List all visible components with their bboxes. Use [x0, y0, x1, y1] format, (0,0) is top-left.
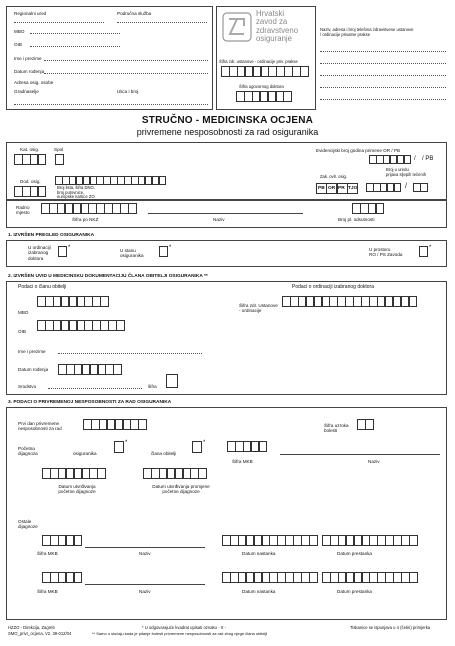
cause-code-label-line: Šifra uzroka	[324, 423, 349, 428]
end-date-label: Datum prestanka	[337, 551, 372, 556]
family-name-field[interactable]	[58, 353, 202, 354]
doctor-code-boxes[interactable]	[236, 91, 291, 102]
changed-diagnosis-date-boxes[interactable]	[143, 468, 206, 479]
option-institute-checkbox[interactable]	[419, 246, 428, 257]
doctor-code-label: Šifra ugovornog doktora	[239, 84, 284, 89]
onset-date-label: Datum nastanka	[242, 551, 276, 556]
workplace-label-line: Radno	[16, 205, 30, 210]
end-date-boxes[interactable]	[322, 535, 417, 546]
onset-date-boxes[interactable]	[222, 535, 317, 546]
cause-code-boxes[interactable]	[357, 419, 373, 430]
practice-line[interactable]	[320, 75, 446, 76]
footer-issuer	[8, 625, 71, 636]
other-diagnosis-name-label: Naziv	[139, 551, 151, 556]
section3-frame	[6, 407, 447, 620]
initial-diagnosis-name-line[interactable]	[280, 454, 440, 455]
initial-mkb-label: Šifra MKB	[232, 459, 253, 464]
practice-line[interactable]	[320, 63, 446, 64]
footer-note-2: ** Samo u slučaju kada je pitanje bolesti privremene nesposobnosti za rad zbog njege člana obitelji	[92, 631, 268, 636]
address-label: Adresa osig. osobe	[14, 80, 54, 85]
onset-date-label: Datum nastanka	[242, 589, 276, 594]
asterisk-mark: *	[68, 245, 71, 251]
insured-checkbox[interactable]	[114, 441, 124, 453]
other-mkb-label: Šifra MKB	[37, 551, 58, 556]
logo-text-line: zdravstveno	[256, 25, 299, 35]
street-label: Ulica i broj	[117, 89, 139, 94]
initial-mkb-boxes[interactable]	[227, 441, 267, 452]
insured-label: osiguranika	[73, 451, 97, 456]
mbo-label: MBO	[14, 29, 25, 34]
workplace-name-label: Naziv	[213, 217, 225, 222]
first-day-boxes[interactable]	[83, 419, 146, 430]
additional-insurance-label: Dod. osig.	[20, 179, 41, 184]
list-number-label	[57, 186, 95, 200]
option-doctor-office-label	[28, 245, 51, 261]
nkz-code-label: Šifra po NKZ	[72, 217, 99, 222]
relationship-label: Srodstvo	[18, 384, 37, 389]
option-label-line: doktora	[28, 255, 44, 261]
option-label-line: osiguranika	[120, 253, 144, 259]
institution-code-boxes[interactable]	[221, 66, 308, 77]
code-label-or: OR	[328, 186, 336, 191]
logo-text-line: zavod za	[256, 17, 288, 27]
initial-diagnosis-date-boxes[interactable]	[42, 468, 105, 479]
option-label-line: U prostoru	[369, 247, 391, 252]
asterisk-mark: *	[203, 440, 206, 446]
form-subtitle: privremene nesposobnosti za rad osiguranika	[136, 127, 319, 137]
option-home-checkbox[interactable]	[159, 246, 168, 257]
oib-label: OIB	[14, 42, 22, 47]
family-member-checkbox[interactable]	[192, 441, 202, 453]
insurance-category-label: Kat. osig.	[20, 147, 40, 152]
family-mbo-boxes[interactable]	[37, 296, 108, 307]
evidence-number-boxes[interactable]	[369, 155, 410, 164]
branch-label: Područna služba	[117, 11, 152, 16]
other-mkb-boxes[interactable]	[42, 572, 82, 583]
other-diagnosis-name-line[interactable]	[85, 584, 205, 585]
practice-line[interactable]	[320, 87, 446, 88]
regional-office-label: Regionalni ured	[14, 11, 47, 16]
code-label-tjo: TJO	[348, 186, 358, 191]
initial-diagnosis-date-label-line: početne dijagnoze	[58, 489, 96, 495]
address-field[interactable]	[14, 104, 208, 105]
initial-diagnosis-label-line: Početna	[18, 446, 35, 451]
asterisk-mark: *	[429, 245, 432, 251]
logo-text	[256, 10, 298, 44]
branch-line	[117, 22, 207, 23]
gender-box[interactable]	[55, 154, 63, 165]
evidence-number-label: Evidencijski broj godina primene OR / PB	[316, 148, 401, 153]
footer-issuer-line: HZZO - Direkcija, Zagreb	[8, 625, 55, 630]
initial-diagnosis-label	[18, 446, 38, 457]
hzzo-logo-icon	[222, 12, 252, 42]
office-number-label-line: Broj u uredu	[386, 167, 409, 172]
family-oib-boxes[interactable]	[37, 320, 124, 331]
option-label-line: U stanu	[120, 248, 136, 253]
option-label-line: izabranog	[28, 250, 49, 256]
institution-code-label-2	[239, 303, 278, 314]
initial-diagnosis-label-line: dijagnoza	[18, 451, 38, 457]
family-member-data-label: Podaci o članu obitelji	[18, 284, 67, 290]
initial-diagnosis-date-label	[41, 484, 113, 495]
family-name-label: Ime i prezime	[18, 349, 46, 354]
cause-code-label	[324, 423, 349, 434]
relationship-field[interactable]	[48, 388, 142, 389]
institution-code-label-line: - ordinacije	[239, 308, 262, 314]
nkz-code-boxes[interactable]	[41, 203, 136, 214]
end-date-label: Datum prestanka	[337, 589, 372, 594]
asterisk-mark: *	[125, 440, 128, 446]
other-diagnoses-label	[18, 519, 38, 530]
practice-note-line: / ordinacije privatne prakse	[320, 32, 371, 38]
form-title: STRUČNO - MEDICINSKA OCJENA	[141, 115, 314, 126]
list-number-label-line: europske kartice ZO	[57, 194, 95, 200]
other-mkb-label: Šifra MKB	[37, 589, 58, 594]
option-home-label	[120, 248, 144, 259]
footer-note-1: * U odgovarajuće kvadrat upisati oznaku - X -	[142, 625, 227, 630]
office-number-slash: /	[405, 183, 407, 190]
legal-representative-label: Zak. ovlr. osig.	[320, 174, 347, 179]
practice-line[interactable]	[320, 51, 446, 52]
initial-diagnosis-name-label: Naziv	[368, 459, 380, 464]
other-diagnoses-label-line: dijagnoze	[18, 524, 38, 530]
logo-text-line: Hrvatski	[256, 9, 285, 18]
absence-number-label: Broj pl. odsutnosti	[338, 217, 375, 222]
dob-field[interactable]	[44, 73, 208, 74]
institution-code-label-line: Šifra zdr. Ustanove	[239, 303, 278, 308]
logo-text-line: osiguranje	[256, 34, 292, 44]
evidence-pb: / PB	[422, 156, 434, 162]
onset-date-boxes[interactable]	[222, 572, 317, 583]
option-doctor-office-checkbox[interactable]	[58, 246, 67, 257]
changed-diagnosis-date-label-line: početne dijagnoze	[162, 489, 200, 495]
family-mbo-label: MBO	[18, 310, 29, 315]
office-year-boxes[interactable]	[413, 183, 427, 192]
office-number-boxes[interactable]	[366, 183, 401, 192]
section1-title: 1. IZVRŠEN PREGLED OSIGURANIKA	[8, 233, 95, 238]
doctor-office-data-label: Podaci o ordinaciji izabranog doktora	[292, 284, 374, 290]
practice-line[interactable]	[320, 99, 446, 100]
changed-diagnosis-date-label-line: Datum utvrđivanja promjene	[152, 484, 210, 489]
other-diagnosis-name-label: Naziv	[139, 589, 151, 594]
other-mkb-boxes[interactable]	[42, 535, 82, 546]
institution-code-label: Šifra zdr. ustanove - ordinacije priv. prakse	[219, 59, 298, 64]
section2-title: 2. IZVRŠEN UVID U MEDICINSKU DOKUMENTACIJU ČLANA OBITELJI OSIGURANIKA **	[8, 274, 208, 279]
first-day-label-line: nesposobnosti za rad	[18, 426, 62, 432]
name-label: Ime i prezime	[14, 56, 42, 61]
evidence-slash: /	[414, 156, 416, 162]
regional-office-line	[14, 22, 104, 23]
family-dob-label: Datum rođenja	[18, 367, 49, 372]
list-number-boxes[interactable]	[55, 176, 166, 185]
family-member-label: člana obitelji	[151, 451, 177, 456]
gender-label: Spol	[54, 147, 64, 152]
list-number-label-line: broj putovnice,	[57, 189, 85, 195]
end-date-boxes[interactable]	[322, 572, 417, 583]
option-label-line: U ordinaciji	[28, 245, 51, 250]
other-diagnoses-label-line: Ostale	[18, 519, 32, 524]
additional-insurance-boxes[interactable]	[14, 186, 46, 197]
practice-note-line: Naziv, adresa i broj telefona zdravstvene ustanove	[320, 27, 414, 32]
mbo-field[interactable]	[30, 33, 120, 34]
name-field[interactable]	[44, 60, 208, 61]
footer-issuer-line: SMO_privr_ocjena, V2. 39-012/04	[8, 630, 72, 636]
workplace-name-line[interactable]	[148, 213, 303, 214]
family-oib-label: OIB	[18, 329, 26, 334]
asterisk-mark: *	[169, 245, 172, 251]
workplace-label	[16, 205, 30, 216]
family-dob-boxes[interactable]	[58, 364, 121, 375]
list-number-label-line: Broj lista, šifra DNO,	[57, 185, 95, 190]
changed-diagnosis-date-label	[140, 484, 222, 495]
insurance-category-boxes[interactable]	[14, 154, 46, 165]
footer-copies-note: Tiskanice se ispunjava u 4 (četiri) primjerka	[350, 625, 431, 630]
absence-number-boxes[interactable]	[352, 203, 384, 214]
initial-diagnosis-date-label-line: Datum utvrđivanja	[58, 484, 96, 489]
workplace-label-line: mjesto	[16, 210, 30, 216]
first-day-label	[18, 421, 62, 432]
hzzo-logo	[222, 12, 252, 42]
section3-title: 3. PODACI O PRIVREMENOJ NESPOSOBNOSTI ZA RAD OSIGURANIKA	[8, 400, 172, 405]
option-institute-label	[369, 247, 402, 258]
institution-code-boxes-2[interactable]	[282, 296, 416, 307]
relationship-code-label: šifra	[148, 384, 157, 389]
office-number-label-line: prijava sljepih tečenih	[386, 171, 427, 177]
city-label: Gradnaselje	[14, 89, 39, 94]
code-label-pr: PR	[338, 186, 345, 191]
first-day-label-line: Prvi dan privremene	[18, 421, 60, 426]
relationship-code-box[interactable]	[166, 374, 178, 388]
option-label-line: RO / PS Zavoda	[369, 252, 403, 258]
practice-note	[320, 27, 414, 38]
office-number-label	[386, 168, 426, 177]
oib-field[interactable]	[30, 46, 120, 47]
cause-code-label-line: bolesti	[324, 428, 338, 434]
code-label-pb: PB	[318, 186, 325, 191]
dob-label: Datum rođenja	[14, 69, 45, 74]
other-diagnosis-name-line[interactable]	[85, 547, 205, 548]
